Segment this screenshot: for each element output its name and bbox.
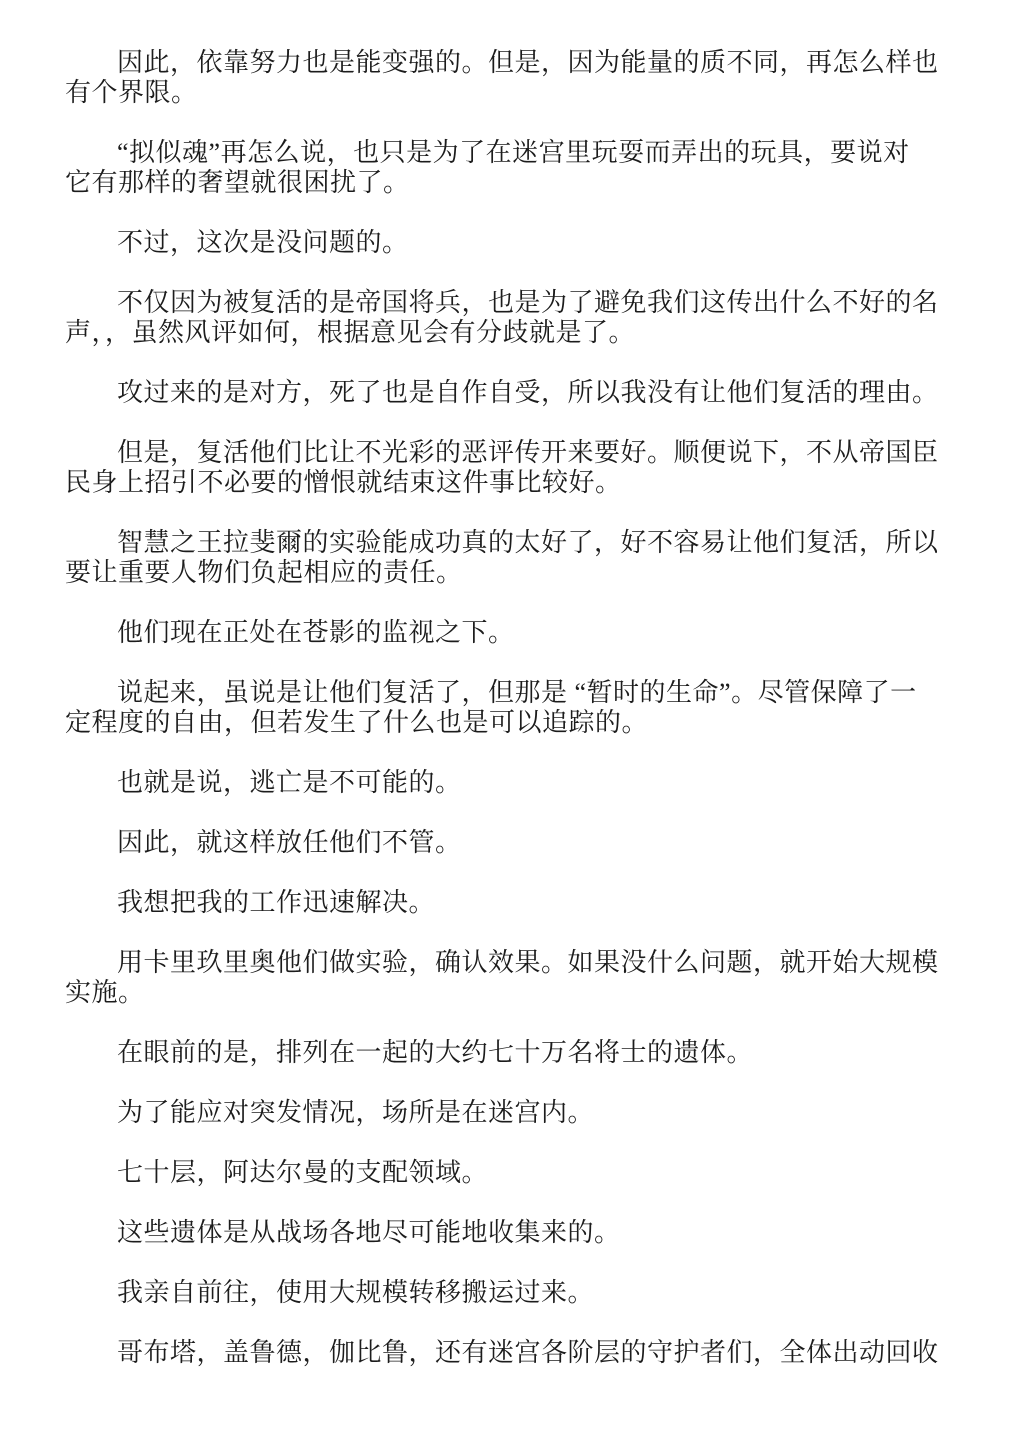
- text-line: 因此，就这样放任他们不管。: [117, 828, 462, 857]
- text-line: 民身上招引不必要的憎恨就结束这件事比较好。: [65, 468, 622, 497]
- text-line: 也就是说，逃亡是不可能的。: [117, 768, 462, 797]
- paragraph: [65, 1158, 959, 1188]
- paragraph: [65, 1098, 959, 1128]
- text-line: 这些遗体是从战场各地尽可能地收集来的。: [117, 1218, 621, 1247]
- text-line: 智慧之王拉斐爾的实验能成功真的太好了，好不容易让他们复活，所以: [117, 528, 939, 557]
- text-line: 要让重要人物们负起相应的责任。: [65, 558, 463, 587]
- paragraph: [65, 288, 959, 348]
- paragraph: [65, 768, 959, 798]
- paragraph: [65, 378, 959, 408]
- paragraph: [65, 228, 959, 258]
- text-line: 为了能应对突发情况，场所是在迷宫内。: [117, 1098, 595, 1127]
- paragraph: [65, 678, 959, 738]
- paragraph: [65, 48, 959, 108]
- text-line: 定程度的自由，但若发生了什么也是可以追踪的。: [65, 708, 649, 737]
- paragraph: [65, 1278, 959, 1308]
- document-body: [65, 48, 959, 1368]
- text-line: 但是，复活他们比让不光彩的恶评传开来要好。顺便说下，不从帝国臣: [117, 438, 939, 467]
- text-line: 他们现在正处在苍影的监视之下。: [117, 618, 515, 647]
- paragraph: [65, 1218, 959, 1248]
- text-line: 不仅因为被复活的是帝国将兵，也是为了避免我们这传出什么不好的名: [117, 288, 939, 317]
- text-line: 它有那样的奢望就很困扰了。: [65, 168, 410, 197]
- paragraph: [65, 138, 959, 198]
- paragraph: [65, 528, 959, 588]
- text-line: 我亲自前往，使用大规模转移搬运过来。: [117, 1278, 595, 1307]
- text-line: 哥布塔，盖鲁德，伽比鲁，还有迷宫各阶层的守护者们，全体出动回收: [117, 1338, 939, 1367]
- paragraph: [65, 438, 959, 498]
- text-line: 我想把我的工作迅速解决。: [117, 888, 436, 917]
- text-line: 实施。: [65, 978, 145, 1007]
- paragraph: [65, 888, 959, 918]
- text-line: 因此，依靠努力也是能变强的。但是，因为能量的质不同，再怎么样也: [117, 48, 939, 77]
- text-line: 说起来，虽说是让他们复活了，但那是 “暂时的生命”。尽管保障了一: [117, 678, 917, 707]
- paragraph: [65, 1338, 959, 1368]
- paragraph: [65, 1038, 959, 1068]
- paragraph: [65, 618, 959, 648]
- text-line: 攻过来的是对方，死了也是自作自受，所以我没有让他们复活的理由。: [117, 378, 939, 407]
- text-line: “拟似魂”再怎么说，也只是为了在迷宫里玩耍而弄出的玩具，要说对: [117, 138, 910, 167]
- text-line: 七十层，阿达尔曼的支配领域。: [117, 1158, 489, 1187]
- paragraph: [65, 948, 959, 1008]
- text-line: 在眼前的是，排列在一起的大约七十万名将士的遗体。: [117, 1038, 754, 1067]
- text-line: 用卡里玖里奥他们做实验，确认效果。如果没什么问题，就开始大规模: [117, 948, 939, 977]
- paragraph: [65, 828, 959, 858]
- text-line: 有个界限。: [65, 78, 198, 107]
- text-line: 声，，虽然风评如何，根据意见会有分歧就是了。: [65, 318, 636, 347]
- text-line: 不过，这次是没问题的。: [117, 228, 409, 257]
